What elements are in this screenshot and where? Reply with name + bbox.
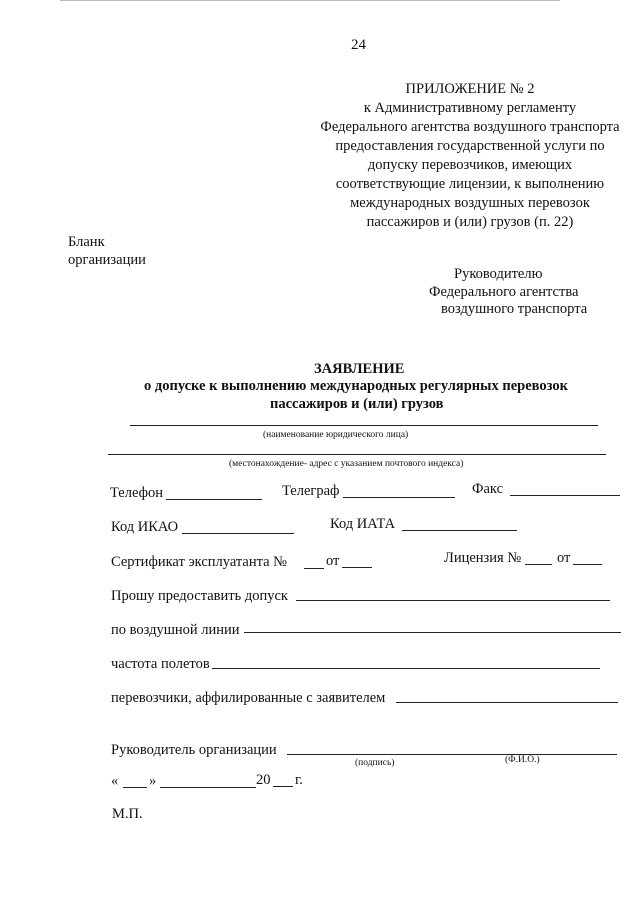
affiliated-field[interactable] (396, 702, 618, 703)
icao-label: Код ИКАО (111, 519, 179, 535)
appendix-line: допуску перевозчиков, имеющих (367, 157, 573, 173)
appendix-line: пассажиров и (или) грузов (п. 22) (366, 214, 574, 230)
license-date-label: от (557, 550, 571, 566)
appendix-line: Федерального агентства воздушного транспорта (320, 119, 620, 135)
appendix-line: международных воздушных перевозок (350, 195, 590, 211)
addressee-line-3: воздушного транспорта (441, 301, 588, 317)
certificate-label: Сертификат эксплуатанта № (111, 554, 288, 570)
location-caption: (местонахождение- адрес с указанием почтового индекса) (229, 459, 464, 469)
stamp-label: М.П. (112, 806, 143, 822)
iata-label: Код ИАТА (330, 516, 396, 532)
date-day-field[interactable] (123, 787, 147, 788)
appendix-line: предоставления государственной услуги по (335, 138, 605, 154)
date-year-field[interactable] (273, 786, 293, 787)
icao-field[interactable] (182, 533, 294, 534)
request-label: Прошу предоставить допуск (111, 588, 288, 604)
blank-org-label: организации (68, 252, 146, 268)
license-label: Лицензия № (444, 550, 522, 566)
appendix-block (275, 80, 640, 232)
appendix-line: к Административному регламенту (363, 100, 577, 116)
head-label: Руководитель организации (111, 742, 277, 758)
certificate-number-field[interactable] (304, 568, 324, 569)
fax-label: Факс (472, 481, 504, 497)
telegraph-label: Телеграф (282, 483, 340, 499)
document-subtitle-1: о допуске к выполнению международных регулярных перевозок (144, 378, 568, 394)
frequency-label: частота полетов (111, 656, 210, 672)
airline-label: по воздушной линии (111, 622, 240, 638)
request-field[interactable] (296, 600, 610, 601)
license-number-field[interactable] (525, 564, 552, 565)
page-number: 24 (351, 37, 366, 53)
phone-field[interactable] (166, 499, 262, 500)
location-line[interactable] (108, 454, 606, 455)
legal-name-line[interactable] (130, 425, 598, 426)
fio-caption: (Ф.И.О.) (505, 755, 540, 765)
date-close-quote: » (149, 773, 157, 789)
frequency-field[interactable] (212, 668, 600, 669)
legal-name-caption: (наименование юридического лица) (263, 430, 409, 440)
date-open-quote: « (111, 773, 119, 789)
license-date-field[interactable] (573, 564, 602, 565)
document-title: ЗАЯВЛЕНИЕ (314, 361, 405, 377)
fax-field[interactable] (510, 495, 620, 496)
date-year-prefix: 20 (256, 772, 271, 788)
signature-field[interactable] (287, 754, 617, 755)
certificate-date-label: от (326, 553, 340, 569)
date-month-field[interactable] (160, 787, 256, 788)
appendix-title: ПРИЛОЖЕНИЕ № 2 (405, 81, 535, 97)
top-border-line (60, 0, 560, 1)
signature-caption: (подпись) (355, 758, 395, 768)
airline-field[interactable] (244, 632, 621, 633)
addressee-line-2: Федерального агентства (429, 284, 579, 300)
certificate-date-field[interactable] (342, 567, 372, 568)
phone-label: Телефон (110, 485, 163, 501)
addressee-line-1: Руководителю (454, 266, 543, 282)
affiliated-label: перевозчики, аффилированные с заявителем (111, 690, 386, 706)
telegraph-field[interactable] (343, 497, 455, 498)
date-year-suffix: г. (295, 772, 303, 788)
iata-field[interactable] (402, 530, 517, 531)
appendix-line: соответствующие лицензии, к выполнению (335, 176, 605, 192)
document-subtitle-2: пассажиров и (или) грузов (270, 396, 444, 412)
blank-label: Бланк (68, 234, 105, 250)
